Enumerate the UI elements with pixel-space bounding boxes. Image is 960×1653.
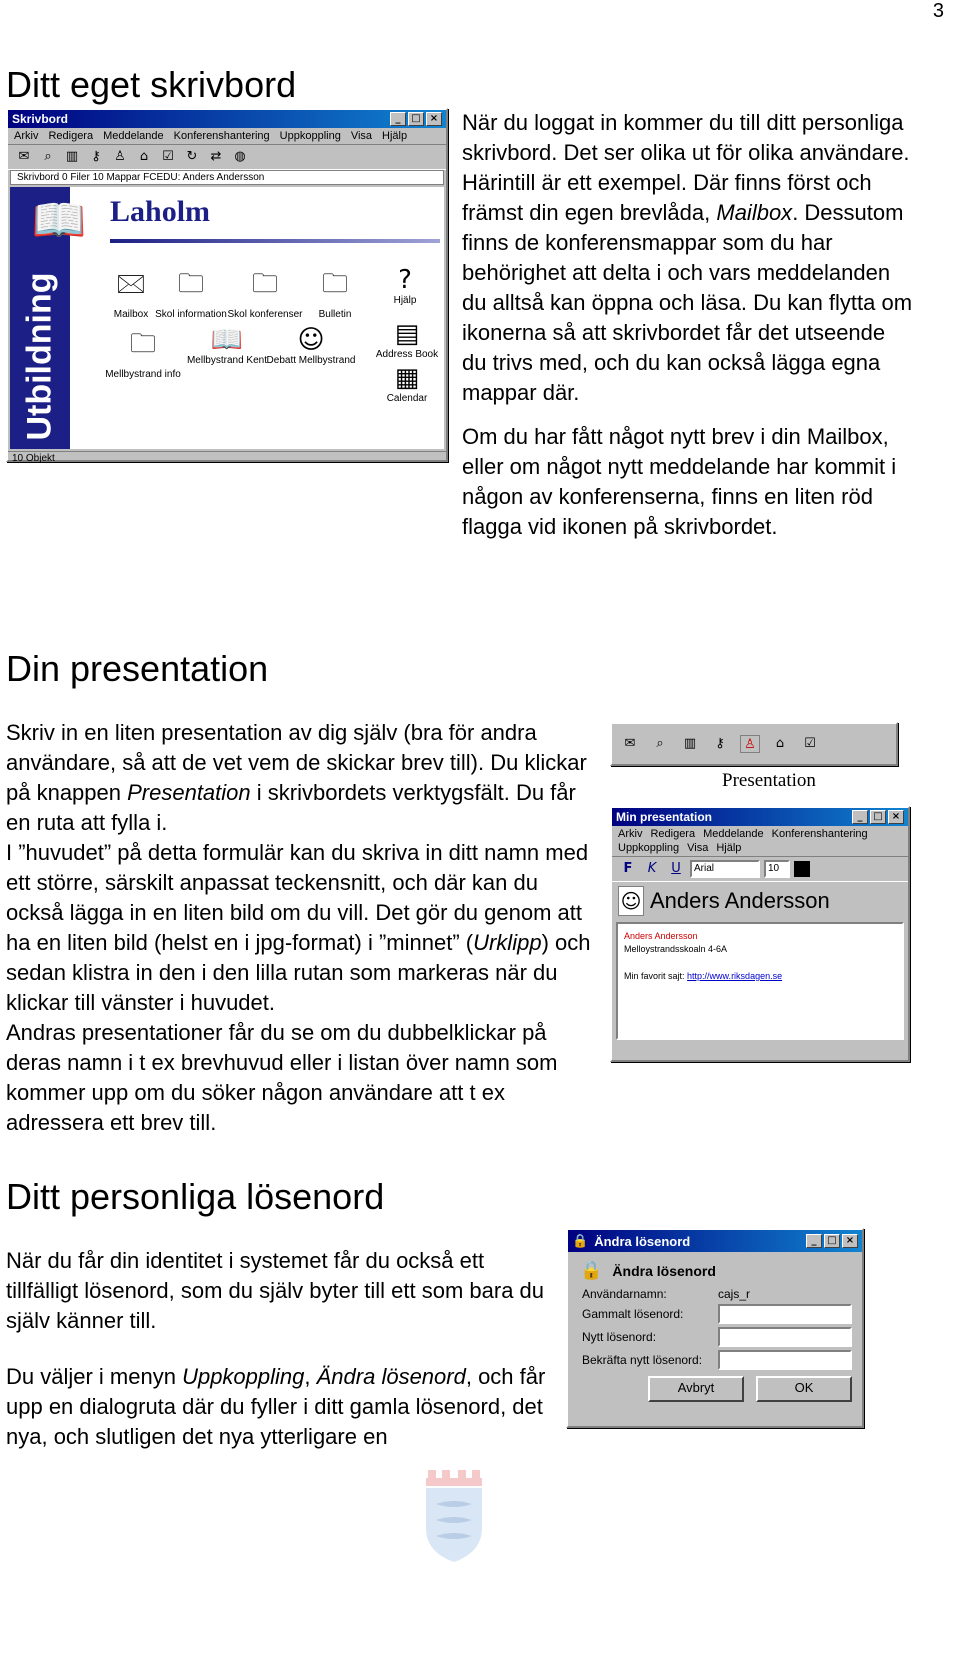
desktop-icon-debatt-mellbystrand[interactable]: ☺ Debatt Mellbystrand	[266, 325, 356, 366]
presentation-header	[612, 882, 908, 920]
search-icon[interactable]: ⌕	[44, 149, 52, 164]
mailbox-icon: 🖂	[115, 269, 147, 299]
dialog-titlebar	[568, 1230, 862, 1252]
menu-visa[interactable]: Visa	[350, 130, 373, 142]
new-password-input[interactable]	[718, 1327, 852, 1347]
window-titlebar	[612, 808, 908, 826]
dialog-header	[568, 1252, 862, 1287]
desktop-area	[10, 187, 444, 449]
color-swatch[interactable]	[794, 861, 810, 877]
globe-icon[interactable]: ◍	[234, 149, 246, 164]
desktop-menubar	[8, 128, 446, 144]
folder-icon: 🗀	[129, 329, 156, 359]
menu-arkiv[interactable]: Arkiv	[618, 828, 643, 840]
calendar-icon: ▦	[394, 363, 420, 393]
font-select[interactable]: Arial	[690, 860, 760, 878]
favorite-link[interactable]: http://www.riksdagen.se	[687, 971, 783, 981]
minimize-button[interactable]: _	[390, 112, 406, 126]
menu-redigera[interactable]: Redigera	[650, 828, 696, 840]
format-toolbar	[612, 856, 908, 882]
connect-icon[interactable]: ⇄	[210, 149, 222, 164]
folder-icon: 🗀	[321, 269, 348, 299]
presentation-button-icon[interactable]: ♙	[740, 735, 760, 753]
desktop-icon-calendar[interactable]: ▦ Calendar	[362, 363, 444, 404]
size-select[interactable]: 10	[764, 860, 790, 878]
desktop-window	[6, 108, 448, 462]
home-icon[interactable]: ⌂	[775, 736, 785, 751]
dialog-buttons	[568, 1370, 862, 1408]
close-button[interactable]: ×	[426, 112, 442, 126]
italic-button[interactable]: K	[647, 861, 657, 876]
presentation-paragraphs: Skriv in en liten presentation av dig själv (bra för andra användare, så att de vet vem de skickar brev till). Du klickar på knappen Presentation i skrivbordets verktygsfält. Du får en ruta att fylla i. I ”huvudet” på detta formulär kan du skriva in ditt namn med ett större, särskilt anpassat teckensnitt, och där kan du också lägga in en liten bild om du vill. Det gör du genom att ha en liten bild (helst en i jpg-format) i ”minnet” (Urklipp) och sedan klistra in den i den lilla rutan som markeras när du klickar till vänster i huvudet. Andras presentationer får du se om du dubbelklickar på deras namn i t ex brevhuvud eller i listan över namn som kommer upp om du söker någon användare att t ex adressera ett brev till.	[6, 720, 591, 1135]
desktop-paragraph-2: Om du har fått något nytt brev i din Mailbox, eller om något nytt meddelande har kommit i någon av konferenserna, finns en liten röd flagga vid ikonen på skrivbordet.	[462, 424, 897, 539]
menu-konferenshantering[interactable]: Konferenshantering	[173, 130, 270, 142]
presentation-name[interactable]: Anders Andersson	[650, 888, 830, 913]
bold-button[interactable]: F	[623, 861, 633, 876]
presentation-toolbar-crop	[610, 722, 898, 766]
side-banner-text: Utbildning	[20, 272, 59, 441]
menu-uppkoppling[interactable]: Uppkoppling	[279, 130, 341, 142]
people-icon: ☺	[297, 325, 325, 355]
desktop-toolbar	[8, 144, 446, 170]
address-book-icon: ▤	[394, 319, 420, 349]
desktop-icon-skol-information[interactable]: 🗀 Skol information	[146, 265, 236, 320]
confirm-password-input[interactable]	[718, 1350, 852, 1370]
window-title: Min presentation	[616, 810, 713, 824]
window-titlebar	[8, 110, 446, 128]
presentation-callout-label: Presentation	[722, 770, 816, 791]
search-icon[interactable]: ⌕	[656, 736, 664, 751]
trash-icon[interactable]: ▥	[683, 736, 697, 751]
menu-arkiv[interactable]: Arkiv	[14, 130, 39, 142]
presentation-line-address: Melloystrandsskoaln 4-6A	[624, 944, 728, 954]
refresh-icon[interactable]: ↻	[186, 149, 198, 164]
help-icon: ?	[398, 265, 412, 295]
desktop-icon-mailbox[interactable]: 🖂 Mailbox	[86, 265, 176, 320]
password-paragraph-2: Du väljer i menyn Uppkoppling, Ändra lösenord, och får upp en dialogruta där du fyller i ditt gamla lösenord, det nya, och slutligen det nya ytterligare en	[6, 1364, 546, 1449]
presentation-menubar	[612, 826, 908, 856]
maximize-button[interactable]: □	[824, 1234, 840, 1248]
key-icon[interactable]: ⚷	[91, 149, 101, 164]
password-dialog	[566, 1228, 864, 1428]
photo-placeholder-icon[interactable]: ☺	[618, 886, 644, 916]
menu-meddelande[interactable]: Meddelande	[703, 828, 764, 840]
book-icon: 📖	[210, 325, 244, 355]
menu-uppkoppling[interactable]: Uppkoppling	[618, 842, 680, 854]
folder-icon: 🗀	[177, 269, 204, 299]
username-label: Användarnamn:	[582, 1287, 667, 1301]
form-icon[interactable]: ☑	[162, 149, 174, 164]
menu-konferenshantering[interactable]: Konferenshantering	[771, 828, 868, 840]
lock-icon: 🔒	[572, 1233, 589, 1248]
section-heading-presentation: Din presentation	[6, 648, 269, 689]
menu-visa[interactable]: Visa	[687, 842, 709, 854]
path-bar: Skrivbord 0 Filer 10 Mappar FCEDU: Anders Andersson	[10, 170, 444, 185]
page-number: 3	[932, 0, 944, 22]
status-bar: 10 Objekt	[8, 451, 446, 465]
section-heading-desktop: Ditt eget skrivbord	[6, 64, 297, 105]
desktop-icon-bulletin[interactable]: 🗀 Bulletin	[290, 265, 380, 320]
desktop-paragraph-1: När du loggat in kommer du till ditt personliga skrivbord. Det ser olika ut för olika användare. Härintill är ett exempel. Där finns först och främst din egen brevlåda, Mailbox. Dessutom finns de konferensmappar som du har behörighet att delta i och vars meddelanden du alltså kan öppna och läsa. Du kan flytta om ikonerna så att skrivbordet får det utseende du trivs med, och du kan också lägga egna mappar där.	[462, 110, 913, 405]
logo-underline	[110, 239, 440, 243]
book-logo-icon: 📖	[31, 195, 87, 246]
menu-hjalp[interactable]: Hjälp	[716, 842, 742, 854]
presentation-body[interactable]	[616, 922, 904, 1040]
maximize-button[interactable]: □	[870, 810, 886, 824]
menu-redigera[interactable]: Redigera	[48, 130, 94, 142]
key-icon[interactable]: ⚷	[715, 736, 725, 751]
desktop-icon-mellbystrand-kent[interactable]: 📖 Mellbystrand Kent	[182, 325, 272, 366]
cancel-button[interactable]: Avbryt	[648, 1376, 744, 1402]
minimize-button[interactable]: _	[806, 1234, 822, 1248]
trash-icon[interactable]: ▥	[65, 149, 79, 164]
dialog-form	[568, 1287, 862, 1370]
window-title: Skrivbord	[12, 112, 69, 126]
maximize-button[interactable]: □	[408, 112, 424, 126]
form-icon[interactable]: ☑	[804, 736, 816, 751]
presentation-favorite: Min favorit sajt: http://www.riksdagen.se	[624, 971, 783, 981]
presentation-window	[610, 806, 910, 1062]
desktop-icon-mellbystrand-info[interactable]: 🗀 Mellbystrand info	[98, 325, 188, 380]
presentation-icon[interactable]: ♙	[114, 149, 126, 164]
new-password-label: Nytt lösenord:	[582, 1330, 657, 1344]
close-button[interactable]: ×	[842, 1234, 858, 1248]
dialog-title: Ändra lösenord	[594, 1233, 691, 1249]
new-message-icon[interactable]: ✉	[624, 736, 636, 751]
ok-button[interactable]: OK	[756, 1376, 852, 1402]
section-heading-password: Ditt personliga lösenord	[6, 1176, 385, 1217]
home-icon[interactable]: ⌂	[139, 149, 149, 164]
password-paragraph-1: När du får din identitet i systemet får du också ett tillfälligt lösenord, som du själv byter till ett som bara du själv känner till.	[6, 1248, 545, 1333]
laholm-logo: Laholm	[110, 195, 211, 228]
lock-icon: 🔒	[580, 1260, 603, 1280]
new-message-icon[interactable]: ✉	[18, 149, 30, 164]
close-button[interactable]: ×	[888, 810, 904, 824]
underline-button[interactable]: U	[671, 861, 681, 876]
menu-meddelande[interactable]: Meddelande	[103, 130, 164, 142]
desktop-icon-address-book[interactable]: ▤ Address Book	[362, 319, 444, 360]
coat-of-arms-watermark	[422, 1468, 486, 1564]
minimize-button[interactable]: _	[852, 810, 868, 824]
menu-hjalp[interactable]: Hjälp	[382, 130, 408, 142]
desktop-icon-help[interactable]: ? Hjälp	[360, 265, 444, 306]
dialog-heading: Ändra lösenord	[612, 1262, 716, 1279]
folder-icon: 🗀	[251, 269, 278, 299]
username-value: cajs_r	[718, 1287, 751, 1301]
old-password-label: Gammalt lösenord:	[582, 1307, 684, 1321]
presentation-line-name: Anders Andersson	[624, 931, 698, 941]
desktop-icon-skol-konferenser[interactable]: 🗀 Skol konferenser	[220, 265, 310, 320]
confirm-password-label: Bekräfta nytt lösenord:	[582, 1353, 703, 1367]
old-password-input[interactable]	[718, 1304, 852, 1324]
